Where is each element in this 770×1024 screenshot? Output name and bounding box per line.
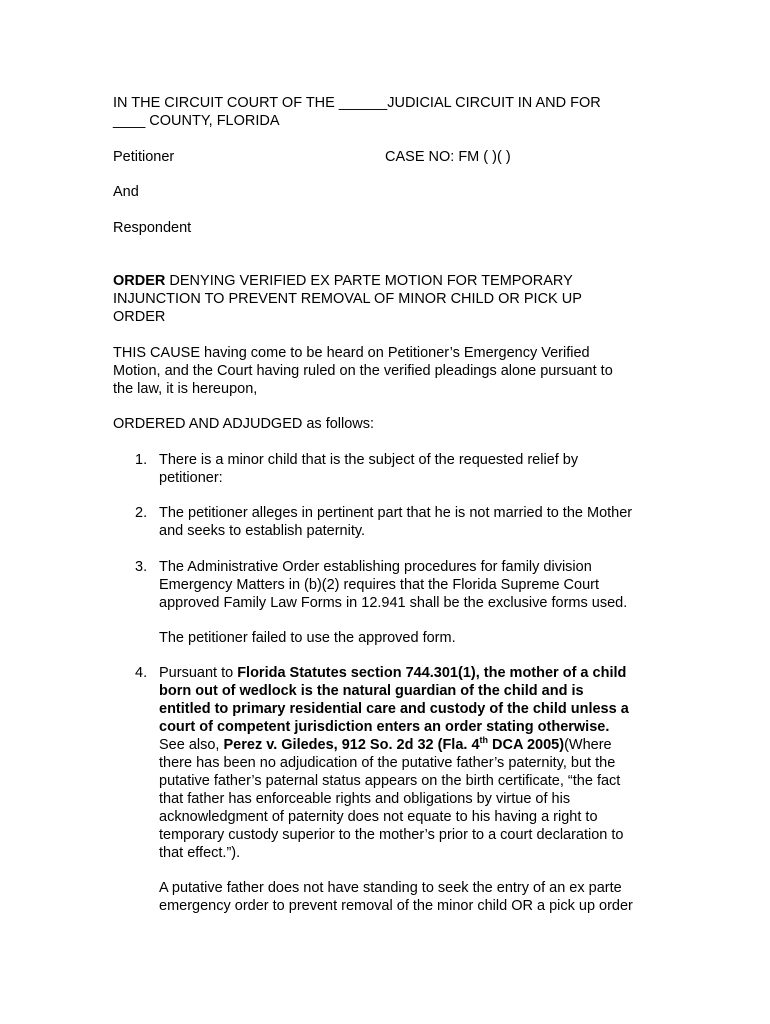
item-4-line-1-bold: Florida Statutes section 744.301(1), the mother of a child — [237, 665, 627, 681]
intro-line-3: the law, it is hereupon, — [113, 381, 258, 397]
and-label: And — [113, 184, 139, 200]
item-2-line-2: and seeks to establish paternity. — [159, 523, 366, 539]
item-4-line-3: entitled to primary residential care and custody of the child unless a — [159, 701, 629, 717]
item-4-p2-line-2: emergency order to prevent removal of the minor child OR a pick up order — [159, 898, 633, 914]
court-caption-line-2: ____ COUNTY, FLORIDA — [113, 113, 280, 129]
item-1-line-1: There is a minor child that is the subject of the requested relief by — [159, 452, 579, 468]
item-4-line-1-plain: Pursuant to — [159, 665, 238, 681]
item-4-number: 4. — [135, 665, 148, 681]
case-citation: Perez v. Giledes, 912 So. 2d 32 (Fla. 4 — [223, 737, 480, 753]
order-title-line-2: INJUNCTION TO PREVENT REMOVAL OF MINOR CHILD OR PICK UP — [113, 291, 582, 307]
item-4-p2-line-1: A putative father does not have standing to seek the entry of an ex parte — [159, 880, 622, 896]
court-caption-line-1: IN THE CIRCUIT COURT OF THE ______JUDICIAL CIRCUIT IN AND FOR — [113, 95, 601, 111]
ordered-adjudged: ORDERED AND ADJUDGED as follows: — [113, 416, 375, 432]
item-4-text — [159, 664, 659, 862]
item-3-line-2: Emergency Matters in (b)(2) requires that the Florida Supreme Court — [159, 577, 600, 593]
item-2-number: 2. — [135, 505, 148, 521]
item-3-text — [159, 558, 659, 612]
item-4-paragraph-2 — [159, 879, 659, 915]
item-4-line-6: there has been no adjudication of the putative father’s paternity, but the — [159, 755, 616, 771]
item-1-number: 1. — [135, 452, 148, 468]
case-citation-court: DCA 2005) — [488, 737, 565, 753]
item-4-line-10: temporary custody superior to the mother’s prior to a court declaration to — [159, 827, 624, 843]
item-3-number: 3. — [135, 559, 148, 575]
item-4-line-5-tail: (Where — [564, 737, 612, 753]
respondent-label: Respondent — [113, 220, 192, 236]
order-title — [113, 272, 653, 326]
item-4-line-11: that effect.”). — [159, 845, 241, 861]
item-1-text — [159, 451, 659, 487]
case-number: CASE NO: FM ( )( ) — [385, 149, 511, 165]
item-2-line-1: The petitioner alleges in pertinent part that he is not married to the Mother — [159, 505, 633, 521]
item-4-line-9: acknowledgment of paternity does not equate to his having a right to — [159, 809, 598, 825]
item-3-line-1: The Administrative Order establishing procedures for family division — [159, 559, 592, 575]
item-3-line-3: approved Family Law Forms in 12.941 shall be the exclusive forms used. — [159, 595, 628, 611]
item-1-line-2: petitioner: — [159, 470, 223, 486]
item-4-line-8: that father has enforceable rights and obligations by virtue of his — [159, 791, 571, 807]
item-4-line-2: born out of wedlock is the natural guardian of the child and is — [159, 683, 584, 699]
item-4-line-5-plain: See also, — [159, 737, 224, 753]
order-title-lead: ORDER — [113, 273, 166, 289]
item-4-line-4: court of competent jurisdiction enters an order stating otherwise. — [159, 719, 610, 735]
intro-line-2: Motion, and the Court having ruled on the verified pleadings alone pursuant to — [113, 363, 613, 379]
item-2-text — [159, 504, 659, 540]
intro-line-1: THIS CAUSE having come to be heard on Petitioner’s Emergency Verified — [113, 345, 590, 361]
order-title-line-1: DENYING VERIFIED EX PARTE MOTION FOR TEMPORARY — [165, 273, 573, 289]
petitioner-label: Petitioner — [113, 149, 175, 165]
item-3-followup: The petitioner failed to use the approved form. — [159, 630, 456, 646]
court-caption — [113, 94, 653, 130]
citation-superscript: th — [479, 735, 489, 745]
intro-paragraph — [113, 344, 653, 398]
order-title-line-3: ORDER — [113, 309, 166, 325]
item-4-line-7: putative father’s paternal status appears on the birth certificate, “the fact — [159, 773, 621, 789]
